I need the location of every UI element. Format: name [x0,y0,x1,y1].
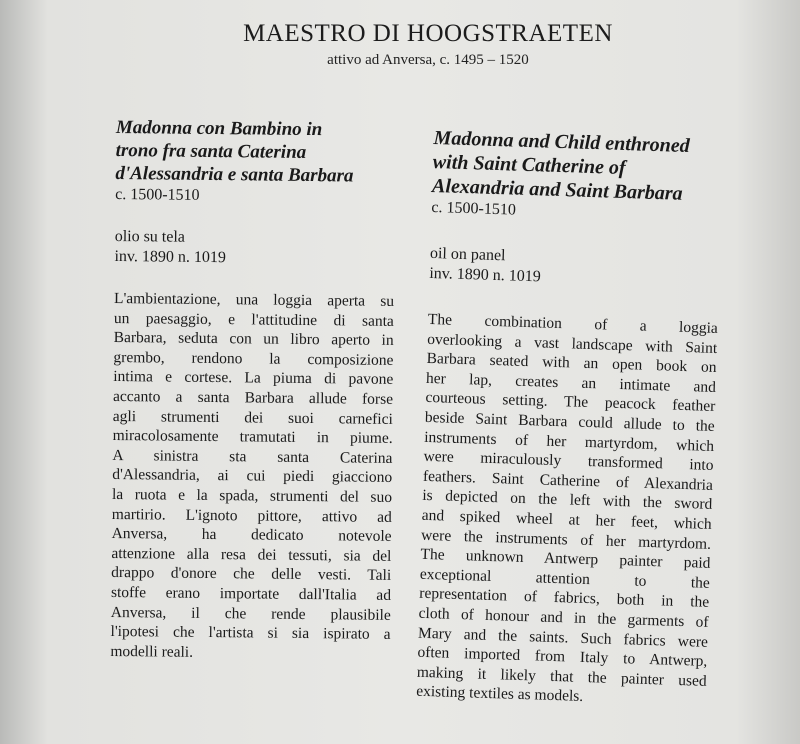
label-header [0,20,800,69]
english-text-line: feathers. Saint Catherine of Alexandria [422,467,714,494]
italian-title-line: d'Alessandria e santa Barbara [115,162,354,187]
italian-title [115,116,396,188]
artist-activity: attivo ad Anversa, c. 1495 – 1520 [327,52,529,68]
italian-text-line: attenzione alla resa dei tessuti, sia del [111,544,392,565]
english-text-line: courteous setting. The peacock feather [425,389,716,416]
italian-text-line: A sinistra sta santa Caterina [112,446,393,467]
italian-text-line: Anversa, il che rende plausibile [110,603,391,624]
italian-text-line: drappo d'onore che delle vesti. Tali [111,564,392,585]
english-text-line: her lap, creates an intimate and [425,369,717,396]
english-inventory: inv. 1890 n. 1019 [429,264,541,286]
english-text-line: The combination of a loggia [427,310,719,338]
italian-text-line: Barbara, seduta con un libro aperto in [113,329,394,350]
italian-text-line: la ruota e la spada, strumenti del suo [111,485,393,506]
english-date: c. 1500-1510 [431,198,517,219]
italian-text-line: Anversa, ha dedicato notevole [111,525,392,546]
english-medium: oil on panel [429,244,506,265]
italian-text-line: agli strumenti dei suoi carnefici [112,407,393,428]
english-text-line: is depicted on the left with the sword [422,487,713,514]
italian-text-line: l'ipotesi che l'artista si sia ispirato a [110,623,391,643]
english-text-line: Barbara seated with an open book on [426,350,717,377]
english-text-line: Mary and the saints. Such fabrics were [417,624,709,651]
english-text-line: representation of fabrics, both in the [419,585,710,612]
artist-name: MAESTRO DI HOOGSTRAETEN [243,20,613,47]
italian-description [110,289,394,664]
english-text-line: The unknown Antwerp painter paid [420,545,711,573]
english-description [416,310,718,711]
english-text-line: instruments of her martyrdom, which [423,428,715,455]
italian-text-line: accanto a santa Barbara allude forse [112,387,394,408]
english-text-line: existing textiles as models. [415,683,584,706]
italian-text-line: grembo, rendono la composizione [113,348,394,369]
italian-inventory: inv. 1890 n. 1019 [114,247,227,267]
english-text-line: and spiked wheel at her feet, which [421,506,712,533]
english-title [432,126,724,207]
italian-title-line: trono fra santa Caterina [115,139,307,163]
english-text-line: exceptional attention to the [419,565,711,592]
english-text-line: overlooking a vast landscape with Saint [427,330,718,357]
italian-text-line: martirio. L'ignoto pittore, attivo ad [111,505,392,526]
italian-date: c. 1500-1510 [115,185,200,204]
italian-title-line: Madonna con Bambino in [115,116,323,141]
italian-text-line: d'Alessandria, ai cui piedi giacciono [112,466,393,487]
italian-text-line: un paesaggio, e l'attitudine di santa [113,309,394,330]
english-text-line: making it likely that the painter used [416,663,707,690]
italian-text-line: modelli reali. [110,642,194,661]
english-text-line: cloth of honour and in the garments of [418,604,709,631]
english-title-line: Madonna and Child enthroned [433,126,691,158]
english-title-line: with Saint Catherine of [432,150,626,180]
italian-medium: olio su tela [114,227,186,246]
english-text-line: often imported from Italy to Antwerp, [417,643,708,670]
english-column [416,126,724,711]
italian-text-line: intima e cortese. La piuma di pavone [113,368,394,389]
english-text-line: beside Saint Barbara could allude to the [424,408,715,435]
italian-text-line: L'ambientazione, una loggia aperta su [113,289,395,310]
italian-text-line: stoffe erano importate dall'Italia ad [110,583,392,604]
english-text-line: were miraculously transformed into [423,447,714,475]
italian-column [110,116,396,664]
italian-text-line: miracolosamente tramutati in piume. [112,427,393,448]
english-title-line: Alexandria and Saint Barbara [431,174,683,205]
english-text-line: were the instruments of her martyrdom. [420,526,712,553]
